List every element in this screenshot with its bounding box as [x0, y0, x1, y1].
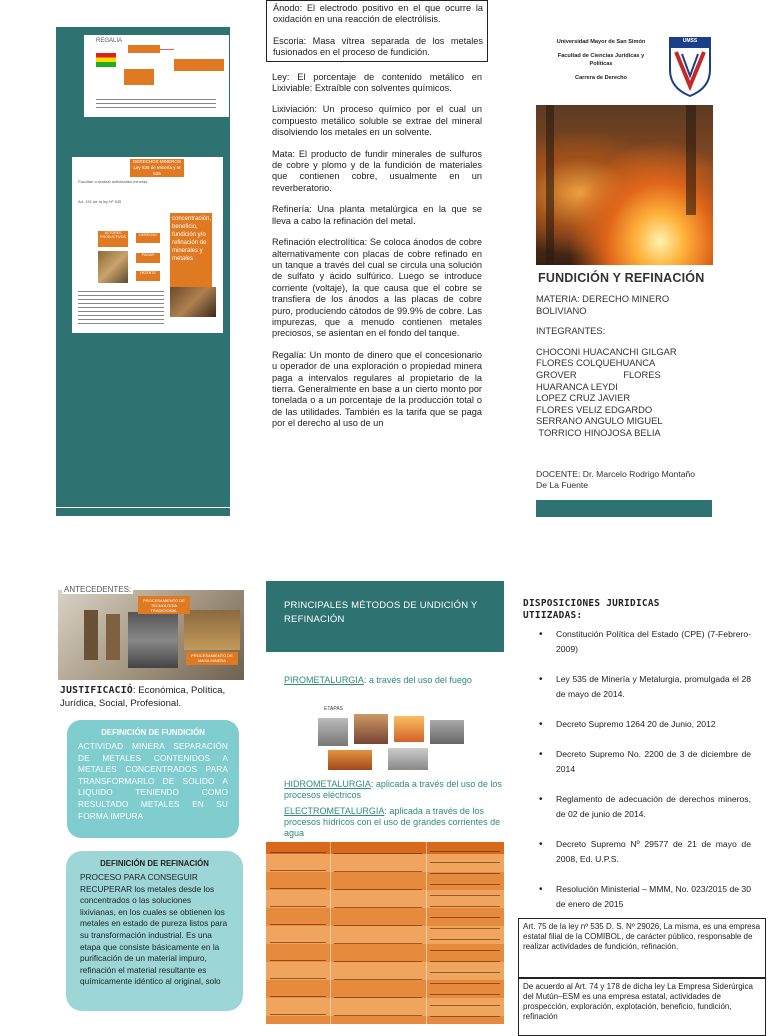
derechos-title-bar [130, 159, 184, 177]
disposicion-item: • Constitución Política del Estado (CPE) (7-Febrero-2009) [539, 627, 751, 657]
university-name: Universidad Mayor de San Simón [556, 39, 646, 45]
glossary-mata: Mata: El producto de fundir minerales de sulfuros de cobre y plomo y de la fundición de materiales que contienen cobre, usualmente en un reverberatorio. [272, 148, 482, 193]
electrometalurgia [284, 806, 504, 839]
glossary-box [266, 0, 488, 62]
ant-img-col-2 [106, 614, 120, 660]
etapas-diagram [318, 706, 468, 772]
derechos-mineros-card [72, 157, 223, 333]
integrante: GROVER FLORES [536, 368, 661, 380]
regalia-box-1 [128, 45, 160, 53]
disposicion-item: • Decreto Supremo Nº 29577 de 21 de mayo de 2008, Ed. U.P.S. [539, 837, 751, 867]
cover-info [536, 293, 716, 491]
derechos-text-lines [78, 291, 164, 325]
ant-img-photo [128, 612, 178, 668]
integrantes-list [536, 346, 716, 439]
foundry-pillar-2 [686, 105, 696, 215]
table-col-line-2 [426, 842, 427, 1024]
shield-icon [668, 36, 712, 98]
university-logo [668, 36, 712, 98]
hydro-text: : aplicada a través del uso de los procesos eléctricos [284, 779, 502, 800]
derechos-box-1: DERECHO [139, 233, 157, 237]
integrante: TORRICO HINOJOSA BELIA [536, 426, 661, 438]
pirometalurgia [284, 675, 502, 686]
disposicion-item: • Ley 535 de Minería y Metalurgia, promulgada el 28 de mayo de 2014. [539, 672, 751, 702]
ant-img-label-2 [186, 652, 238, 665]
etapas-furnace-3 [394, 716, 424, 742]
cover-title: FUNDICIÓN Y REFINACIÓN [538, 271, 705, 285]
glossary-refineria: Refinería: Una planta metalúrgica en la que se lleva a cabo la refinación del metal. [272, 204, 482, 226]
foundry-photo [536, 105, 713, 265]
derechos-callout-text: concentración, beneficio, fundición y/o refinación de minerales y metales [172, 216, 212, 262]
regalia-box-3 [124, 69, 154, 85]
derechos-box-3: PATENTE [140, 271, 156, 275]
definicion-fundicion-title: DEFINICIÓN DE FUNDICIÓN [101, 728, 205, 737]
regalia-diagram-card [84, 35, 229, 117]
disposicion-item: • Resolución Ministerial – MMM, No. 023/2015 de 30 de enero de 2015 [539, 882, 751, 912]
pyro-text: : a través del uso del fuego [363, 675, 472, 685]
university-header [535, 38, 667, 82]
definicion-fundicion-body: ACTIVIDAD MINERA SEPARACIÓN DE METALES CONTENIDOS A METALES CONCENTRADOS PARA TRANSFORMARLO DE SOLIDO A LIQUIDO TENIENDO COMO RESULTADO METALES EN SU FORMA IMPURA [78, 741, 228, 821]
ant-img-label-1 [138, 596, 190, 614]
etapas-furnace-4 [430, 720, 464, 744]
derechos-photo-2 [170, 287, 216, 317]
table-col-line-1 [330, 842, 331, 1024]
electro-label: ELECTROMETALURGIA [284, 806, 385, 816]
integrante: CHOCONI HUACANCHI GILGAR [536, 345, 677, 357]
ant-label-1: PROCESAMIENTO DE TECNOLOGÍA TRADICIONAL [143, 598, 185, 613]
derechos-line2: Art. 151 de la ley Nº 535 [78, 199, 122, 204]
etapas-furnace-5 [328, 750, 372, 770]
definicion-refinacion-body: PROCESO PARA CONSEGUIR RECUPERAR los metales desde los concentrados o las soluciones lixivianas, en los cuales se obtienen los metales en estado de pureza listos para su transformación industrial. Es una etapa que consiste básicamente en la purificación de un material impuro, refinación el material resultante es químicamente idéntico al original, solo [80, 872, 228, 987]
docente: DOCENTE: Dr. Marcelo Rodrigo Montaño De La Fuente [536, 468, 696, 490]
logo-text: UMSS [682, 38, 698, 44]
note-art-75: Art. 75 de la ley nº 535 D. S. Nº 29026, La misma, es una empresa estatal filial de la COMIBOL, de carácter público, responsable de realizar actividades de fundición, refinación. [518, 918, 766, 978]
integrantes-label: INTEGRANTES: [536, 325, 606, 337]
derechos-title: DERECHOS MINEROS [133, 159, 181, 164]
integrante: LOPEZ CRUZ JAVIER [536, 392, 631, 404]
etapas-furnace-2 [354, 714, 388, 744]
ant-img-photo-2 [184, 610, 240, 650]
note-art-74: De acuerdo al Art. 74 y 178 de dicha ley La Empresa Siderúrgica del Mutún–ESM es una empresa estatal, actividades de prospección, exploración, explotación, beneficio, fundición, refinación [518, 978, 766, 1036]
antecedentes-image [58, 590, 244, 680]
foundry-pillar-1 [546, 105, 554, 265]
justificacion [60, 684, 250, 710]
regalia-text-lines [96, 99, 216, 111]
disposiciones-title: DISPOSICIONES JURIDICAS UTIIZADAS: [523, 598, 660, 621]
table-text-col-1 [270, 846, 326, 1022]
etapas-label: ETAPAS [324, 706, 343, 712]
definicion-refinacion-title: DEFINICIÓN DE REFINACIÓN [100, 859, 209, 868]
derechos-photo [98, 251, 128, 283]
glossary-refinacion-electrolitica: Refinación electrolítica: Se coloca ánodos de cobre alternativamente con placas de cobre refinado en un tanque a través del cual se circula una solución de sulfato y ácido sulfúrico. Luego se introduce corriente (voltaje), la que causa que el cobre se transfiera de los ánodos a las placas de cobre puro, produciendo cátodos de 99.9% de cobre. Las impurezas, que a menudo contienen metales preciosos, se asientan en el fondo del tanque. [272, 237, 482, 339]
glossary-anodo: Ánodo: El electrodo positivo en el que ocurre la oxidación en una reacción de electrólisis. [273, 3, 483, 25]
definicion-refinacion-box [66, 851, 243, 1011]
metodos-header-text: PRINCIPALES MÉTODOS DE UNDICIÓN Y REFINACIÓN [284, 600, 478, 625]
regalia-title: REGALIA [96, 38, 123, 44]
hidrometalurgia [284, 779, 504, 801]
pyro-label: PIROMETALURGIA [284, 675, 364, 685]
derechos-box-2: PAGAR [142, 253, 154, 257]
left-teal-panel [56, 27, 230, 507]
derechos-box-actores [98, 231, 128, 247]
derechos-box-derecho [136, 233, 160, 243]
glossary-ley: Ley: El porcentaje de contenido metálico en Lixiviable: Extraíble con solventes químicos. [272, 71, 482, 94]
materia: MATERIA: DERECHO MINERO BOLIVIANO [536, 293, 670, 316]
antecedentes-title: ANTECEDENTES: [64, 585, 132, 594]
glossary-regalia: Regalía: Un monto de dinero que el concesionario u operador de una exploración o propiedad minera paga a intervalos regulares al propietario de la tierra. Generalmente en base a un cierto monto por tonelada o a un porcentaje de la producción total o de las utilidades. También es la tarifa que se paga por el derecho al uso de un [272, 349, 482, 429]
justificacion-label: JUSTIFICACIÓ [60, 685, 133, 696]
integrante: HUARANCA LEYDI [536, 380, 618, 392]
derechos-box-0: ACTORES PRODUCTIVOS [100, 231, 126, 239]
electro-text: : aplicada a través de los procesos hídricos con el uso de grandes corrientes de agua [284, 806, 501, 838]
etapas-furnace-6 [388, 748, 428, 770]
derechos-box-patente [136, 271, 160, 281]
glossary-escoria: Escoria: Masa vítrea separada de los metales fusionados en el proceso de fundición. [273, 35, 483, 58]
disposicion-item: • Reglamento de adecuación de derechos mineros, de 02 de junio de 2014. [539, 792, 751, 822]
ant-label-2: PROCESAMIENTO DE MASA MINERA [191, 653, 233, 663]
derechos-callout [170, 213, 212, 289]
disposicion-item: • Decreto Supremo No. 2200 de 3 de diciembre de 2014 [539, 747, 751, 777]
regalia-line [160, 49, 174, 50]
derechos-sub: Ley 535 de Minería y M 535 [133, 165, 181, 176]
glossary-column [266, 0, 488, 496]
faculty-name: Facultad de Ciencias Jurídicas y Políticas [557, 53, 645, 67]
career-name: Carrera de Derecho [575, 75, 627, 81]
metodos-table-image [266, 842, 504, 1024]
left-teal-footer [56, 508, 230, 516]
justificacion-text: : Económica, Política, Jurídica, Social, Profesional. [60, 685, 226, 709]
definicion-fundicion-box [67, 720, 239, 838]
hydro-label: HIDROMETALURGIA [284, 779, 371, 789]
disposicion-item: • Decreto Supremo 1264 20 de Junio, 2012 [539, 717, 751, 732]
disposiciones-list [539, 627, 751, 927]
integrante: FLORES COLQUEHUANCA [536, 357, 656, 369]
flag-icon [96, 53, 116, 67]
integrante: FLORES VELIZ EDGARDO [536, 403, 653, 415]
integrante: SERRANO ANGULO MIGUEL [536, 415, 663, 427]
derechos-line1: Facultan a realizar actividades mineras [78, 179, 148, 184]
regalia-box-2 [174, 59, 224, 71]
glossary-lixiviacion: Lixiviación: Un proceso químico por el cual un compuesto metálico soluble se extrae del mineral disolviendo los metales en un solvente. [272, 104, 482, 138]
derechos-box-pagar [136, 253, 160, 263]
metodos-header [266, 581, 504, 652]
table-text-col-2 [334, 846, 422, 1022]
etapas-furnace-1 [318, 718, 348, 746]
table-text-col-3 [430, 846, 500, 1022]
cover-teal-bar [536, 500, 712, 517]
ant-img-col-1 [84, 610, 98, 660]
